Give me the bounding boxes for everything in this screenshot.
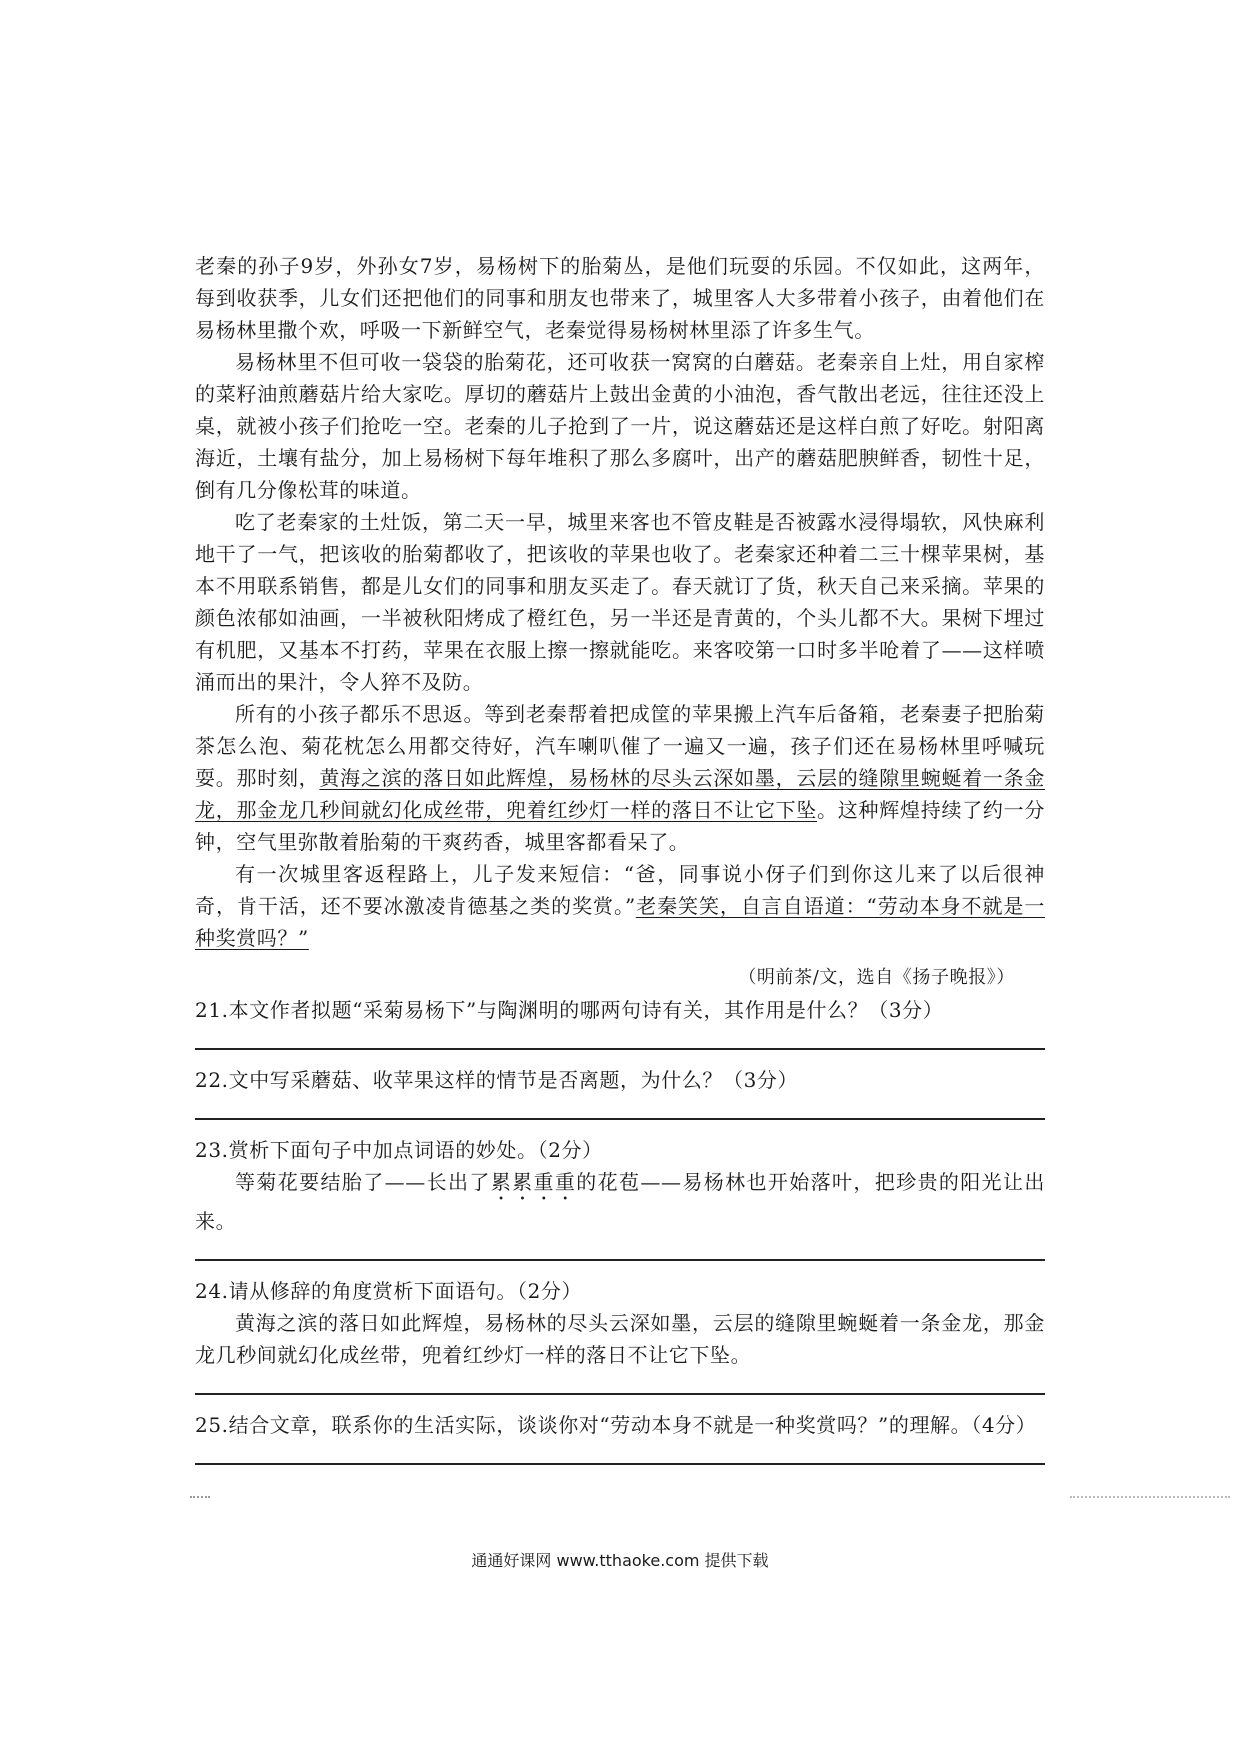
- dotted-words: 累累重重: [490, 1170, 577, 1194]
- question-24-sentence: 黄海之滨的落日如此辉煌，易杨林的尽头云深如墨，云层的缝隙里蜿蜒着一条金龙，那金龙几秒间就幻化成丝带，兜着红纱灯一样的落日不让它下坠。: [195, 1311, 1045, 1367]
- question-24: 24.请从修辞的角度赏析下面语句。（2分）: [195, 1279, 583, 1303]
- q23-text-b: 的花苞——易杨林也开始落叶，把珍贵的阳光让出来。: [195, 1170, 1046, 1233]
- passage-paragraph-4: [195, 698, 1045, 858]
- paragraph-4-text-a: 所有的小孩子都乐不思返。等到老秦帮着把成筐的苹果搬上汽车后备箱，老秦妻子把胎菊茶怎么泡、菊花枕怎么用都交待好，汽车喇叭催了一遍又一遍，孩子们还在易杨林里呼喊玩耍。那时刻，: [195, 702, 1045, 790]
- footer-credit: 通通好课网 www.tthaoke.com 提供下载: [471, 1551, 769, 1570]
- passage-paragraph-2: 易杨林里不但可收一袋袋的胎菊花，还可收获一窝窝的白蘑菇。老秦亲自上灶，用自家榨的菜籽油煎蘑菇片给大家吃。厚切的蘑菇片上鼓出金黄的小油泡，香气散出老远，往往还没上桌，就被小孩子们抢吃一空。老秦的儿子抢到了一片，说这蘑菇还是这样白煎了好吃。射阳离海近，土壤有盐分，加上易杨树下每年堆积了那么多腐叶，出产的蘑菇肥腴鲜香，韧性十足，倒有几分像松茸的味道。: [195, 350, 1045, 502]
- answer-line-23[interactable]: [195, 1237, 1045, 1261]
- dotted-edge-right: [1070, 1496, 1230, 1498]
- answer-line-21[interactable]: [195, 1026, 1045, 1050]
- answer-line-24[interactable]: [195, 1371, 1045, 1395]
- paragraph-4-text-b: 。这种辉煌持续了约一分钟，空气里弥散着胎菊的干爽药香，城里客都看呆了。: [195, 798, 1045, 854]
- question-22: 22.文中写采蘑菇、收苹果这样的情节是否离题，为什么？（3分）: [195, 1068, 799, 1092]
- passage-and-questions: [195, 250, 1045, 1479]
- paragraph-5-text-a: 有一次城里客返程路上，儿子发来短信：“爸，同事说小伢子们到你这儿来了以后很神奇，肯干活，还不要冰激凌肯德基之类的奖赏。”: [195, 862, 1045, 918]
- underlined-sunset-sentence: 黄海之滨的落日如此辉煌，易杨林的尽头云深如墨，云层的缝隙里蜿蜒着一条金龙，那金龙几秒间就幻化成丝带，兜着红纱灯一样的落日不让它下坠: [195, 766, 1046, 822]
- passage-paragraph-5: [195, 858, 1045, 954]
- q23-text-a: 等菊花要结胎了——长出了: [235, 1170, 491, 1194]
- question-23: 23.赏析下面句子中加点词语的妙处。（2分）: [195, 1138, 603, 1162]
- question-21: 21.本文作者拟题“采菊易杨下”与陶渊明的哪两句诗有关，其作用是什么？（3分）: [195, 998, 944, 1022]
- question-25: 25.结合文章，联系你的生活实际，谈谈你对“劳动本身不就是一种奖赏吗？”的理解。（4分）: [195, 1413, 1037, 1437]
- passage-paragraph-3: 吃了老秦家的土灶饭，第二天一早，城里来客也不管皮鞋是否被露水浸得塌软，风快麻利地干了一气，把该收的胎菊都收了，把该收的苹果也收了。老秦家还种着二三十棵苹果树，基本不用联系销售，都是儿女们的同事和朋友买走了。春天就订了货，秋天自己来采摘。苹果的颜色浓郁如油画，一半被秋阳烤成了橙红色，另一半还是青黄的，个头儿都不大。果树下埋过有机肥，又基本不打药，苹果在衣服上擦一擦就能吃。来客咬第一口时多半呛着了——这样喷涌而出的果汁，令人猝不及防。: [195, 510, 1045, 694]
- answer-line-25[interactable]: [195, 1441, 1045, 1465]
- dotted-edge-left: [190, 1496, 210, 1498]
- source-citation: （明前茶/文，选自《扬子晚报》）: [738, 967, 1015, 988]
- passage-paragraph-1: 老秦的孙子9岁，外孙女7岁，易杨树下的胎菊丛，是他们玩耍的乐园。不仅如此，这两年，每到收获季，儿女们还把他们的同事和朋友也带来了，城里客人大多带着小孩子，由着他们在易杨林里撒个欢，呼吸一下新鲜空气，老秦觉得易杨树林里添了许多生气。: [195, 254, 1045, 342]
- answer-line-22[interactable]: [195, 1096, 1045, 1120]
- underlined-labor-sentence: 老秦笑笑，自言自语道：“劳动本身不就是一种奖赏吗？”: [195, 894, 1045, 950]
- question-23-sentence: [195, 1166, 1045, 1237]
